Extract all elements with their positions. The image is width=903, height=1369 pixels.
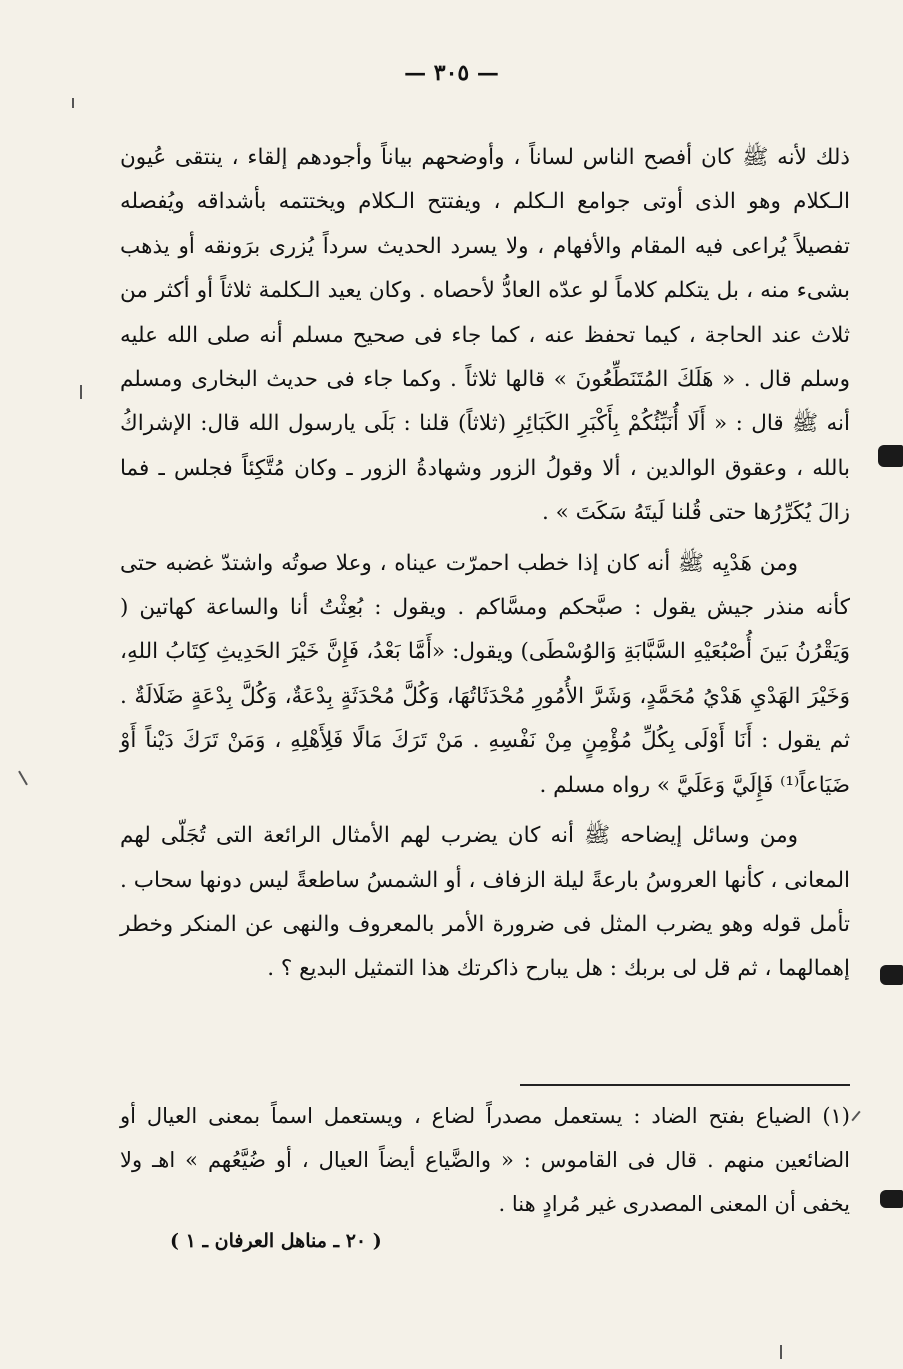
scan-speck — [72, 98, 74, 108]
binding-mark — [880, 1190, 903, 1208]
scan-speck — [780, 1345, 782, 1359]
binding-mark — [878, 445, 903, 467]
paragraph-1: ذلك لأنه ﷺ كان أفصح الناس لساناً ، وأوضحهم بياناً وأجودهم إلقاء ، ينتقى عُيون الـكلام وهو الذى أوتى جوامع الـكلم ، ويفتتح الـكلام ويختتمه بأشداقه ويُفصله تفصيلاً يُراعى فيه المقام والأفهام ، ولا يسرد الحديث سرداً يُزرى برَونقه أو يذهب بشىء منه ، بل يتكلم كلاماً لو عدّه العادُّ لأحصاه . وكان يعيد الـكلمة ثلاثاً أو أكثر من ثلاث عند الحاجة ، كيما تحفظ عنه ، كما جاء فى صحيح مسلم أنه صلى الله عليه وسلم قال . « هَلَكَ المُتَنَطِّعُونَ » قالها ثلاثاً . وكما جاء فى حديث البخارى ومسلم أنه ﷺ قال : « أَلَا أُنَبِّئُكُمْ بِأَكْبَرِ الكَبَائِرِ (ثلاثاً) قلنا : بَلَى يارسول الله قال: الإشراكُ بالله ، وعقوق الوالدين ، ألا وقولُ الزور وشهادةُ الزور ـ وكان مُتَّكِئاً فجلس ـ فما زالَ يُكَرِّرُها حتى قُلنا لَيتَهُ سَكَتَ » . — [120, 145, 850, 526]
paragraph-3: ومن وسائل إيضاحه ﷺ أنه كان يضرب لهم الأمثال الرائعة التى تُجَلّى لهم المعانى ، كأنها العروسُ بارعةً ليلة الزفاف ، أو الشمسُ ساطعةً ليس دونها سحاب . تأمل قوله وهو يضرب المثل فى ضرورة الأمر بالمعروف والنهى عن المنكر وخطر إهمالهما ، ثم قل لى بربك : هل يبارح ذاكرتك هذا التمثيل البديع ؟ . — [120, 823, 850, 982]
page-number: — ٣٠٥ — — [404, 60, 499, 86]
footnote-separator — [520, 1084, 850, 1086]
footnote-text: (١) الضياع بفتح الضاد : يستعمل مصدراً لضاع ، ويستعمل اسماً بمعنى العيال أو الضائعين منهم . قال فى القاموس : « والضَّياع أيضاً العيال ، أو ضُيَّعُهم » اهـ ولا يخفى أن المعنى المصدرى غير مُرادٍ هنا . — [120, 1104, 850, 1216]
footnote — [120, 1094, 850, 1226]
signature-mark: ( ٢٠ ـ مناهل العرفان ـ ١ ) — [170, 1230, 382, 1252]
scan-speck — [851, 1111, 860, 1121]
binding-mark — [880, 965, 903, 985]
paragraph-2: ومن هَدْيِه ﷺ أنه كان إذا خطب احمرّت عيناه ، وعلا صوتُه واشتدّ غضبه حتى كأنه منذر جيش يقول : صبَّحكم ومسَّاكم . ويقول : بُعِثْتُ أنا والساعة كهاتين ( وَيَقْرُنُ بَينَ أُصْبُعَيْهِ السَّبَّابَةِ وَالوُسْطَى) ويقول: «أَمَّا بَعْدُ، فَإِنَّ خَيْرَ الحَدِيثِ كِتَابُ اللهِ، وَخَيْرَ الهَدْيِ هَدْيُ مُحَمَّدٍ، وَشَرَّ الأُمُورِ مُحْدَثَاتُهَا، وَكُلَّ مُحْدَثَةٍ بِدْعَةٌ، وَكُلَّ بِدْعَةٍ ضَلَالَةٌ . ثم يقول : أَنَا أَوْلَى بِكُلِّ مُؤْمِنٍ مِنْ نَفْسِهِ . مَنْ تَرَكَ مَالًا فَلِأَهْلِهِ ، وَمَنْ تَرَكَ دَيْناً أَوْ ضَيَاعاً⁽¹⁾ فَإِلَيَّ وَعَلَيَّ » رواه مسلم . — [120, 550, 850, 798]
scan-speck — [80, 385, 82, 399]
main-text — [120, 136, 850, 992]
scan-speck — [18, 771, 28, 786]
